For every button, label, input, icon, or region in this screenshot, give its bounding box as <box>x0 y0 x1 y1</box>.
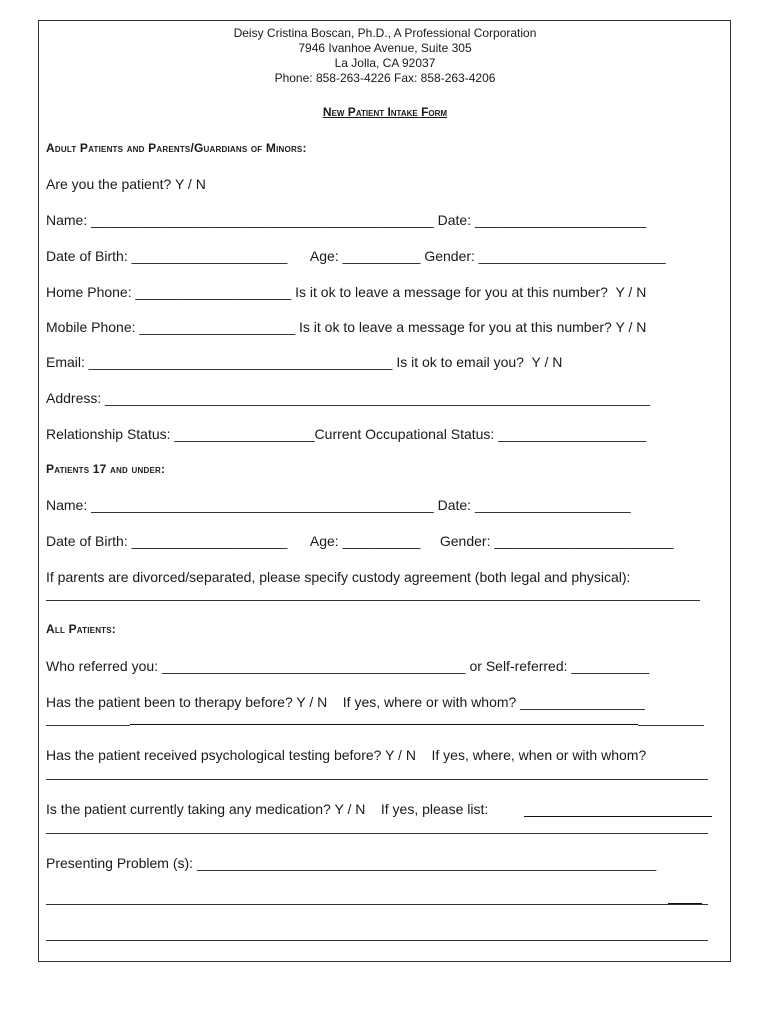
minor-dob-age-gender-line[interactable]: Date of Birth: ____________________ Age: __________ Gender: _______________________ <box>46 533 674 549</box>
home-phone-line[interactable]: Home Phone: ____________________ Is it ok to leave a message for you at this number? Y / N <box>46 284 647 300</box>
adult-section-heading: Adult Patients and Parents/Guardians of Minors: <box>46 141 307 155</box>
email-line[interactable]: Email: _______________________________________ Is it ok to email you? Y / N <box>46 354 563 370</box>
form-border <box>38 20 731 962</box>
practice-name: Deisy Cristina Boscan, Ph.D., A Professional Corporation <box>233 26 537 40</box>
therapy-answer-line-middle[interactable] <box>130 724 638 725</box>
custody-question: If parents are divorced/separated, please specify custody agreement (both legal and physical): <box>46 569 631 585</box>
form-title: New Patient Intake Form <box>322 105 448 119</box>
presenting-problem-line[interactable]: Presenting Problem (s): ___________________________________________________________ <box>46 855 657 871</box>
practice-phone-fax: Phone: 858-263-4226 Fax: 858-263-4206 <box>274 71 496 85</box>
are-you-patient-line[interactable]: Are you the patient? Y / N <box>46 176 206 192</box>
all-section-heading: All Patients: <box>46 622 117 636</box>
practice-street: 7946 Ivanhoe Avenue, Suite 305 <box>298 41 472 55</box>
practice-city: La Jolla, CA 92037 <box>334 56 436 70</box>
therapy-before-line[interactable]: Has the patient been to therapy before? Y / N If yes, where or with whom? ________________ <box>46 694 645 710</box>
medication-list-line[interactable] <box>524 816 712 817</box>
presenting-problem-answer-line-1-end <box>668 903 702 904</box>
relationship-occupation-line[interactable]: Relationship Status: __________________Current Occupational Status: ___________________ <box>46 426 647 442</box>
presenting-problem-answer-line-2[interactable] <box>46 940 708 941</box>
adult-name-date-line[interactable]: Name: ____________________________________________ Date: ______________________ <box>46 212 647 228</box>
minor-section-heading: Patients 17 and under: <box>46 462 166 476</box>
minor-name-date-line[interactable]: Name: ____________________________________________ Date: ____________________ <box>46 497 631 513</box>
therapy-answer-line-left[interactable] <box>46 725 130 726</box>
therapy-answer-line-right[interactable] <box>638 725 704 726</box>
custody-answer-line[interactable] <box>46 600 700 601</box>
referral-line[interactable]: Who referred you: _______________________________________ or Self-referred: __________ <box>46 658 650 674</box>
medication-line: Is the patient currently taking any medication? Y / N If yes, please list: <box>46 801 489 817</box>
testing-before-line[interactable]: Has the patient received psychological testing before? Y / N If yes, where, when or with whom? <box>46 747 647 763</box>
adult-dob-age-gender-line[interactable]: Date of Birth: ____________________ Age: __________ Gender: ________________________ <box>46 248 666 264</box>
address-line[interactable]: Address: ______________________________________________________________________ <box>46 390 651 406</box>
mobile-phone-line[interactable]: Mobile Phone: ____________________ Is it ok to leave a message for you at this number? Y / N <box>46 319 647 335</box>
testing-answer-line[interactable] <box>46 779 708 780</box>
presenting-problem-answer-line-1[interactable] <box>46 904 708 905</box>
medication-answer-line[interactable] <box>46 833 708 834</box>
